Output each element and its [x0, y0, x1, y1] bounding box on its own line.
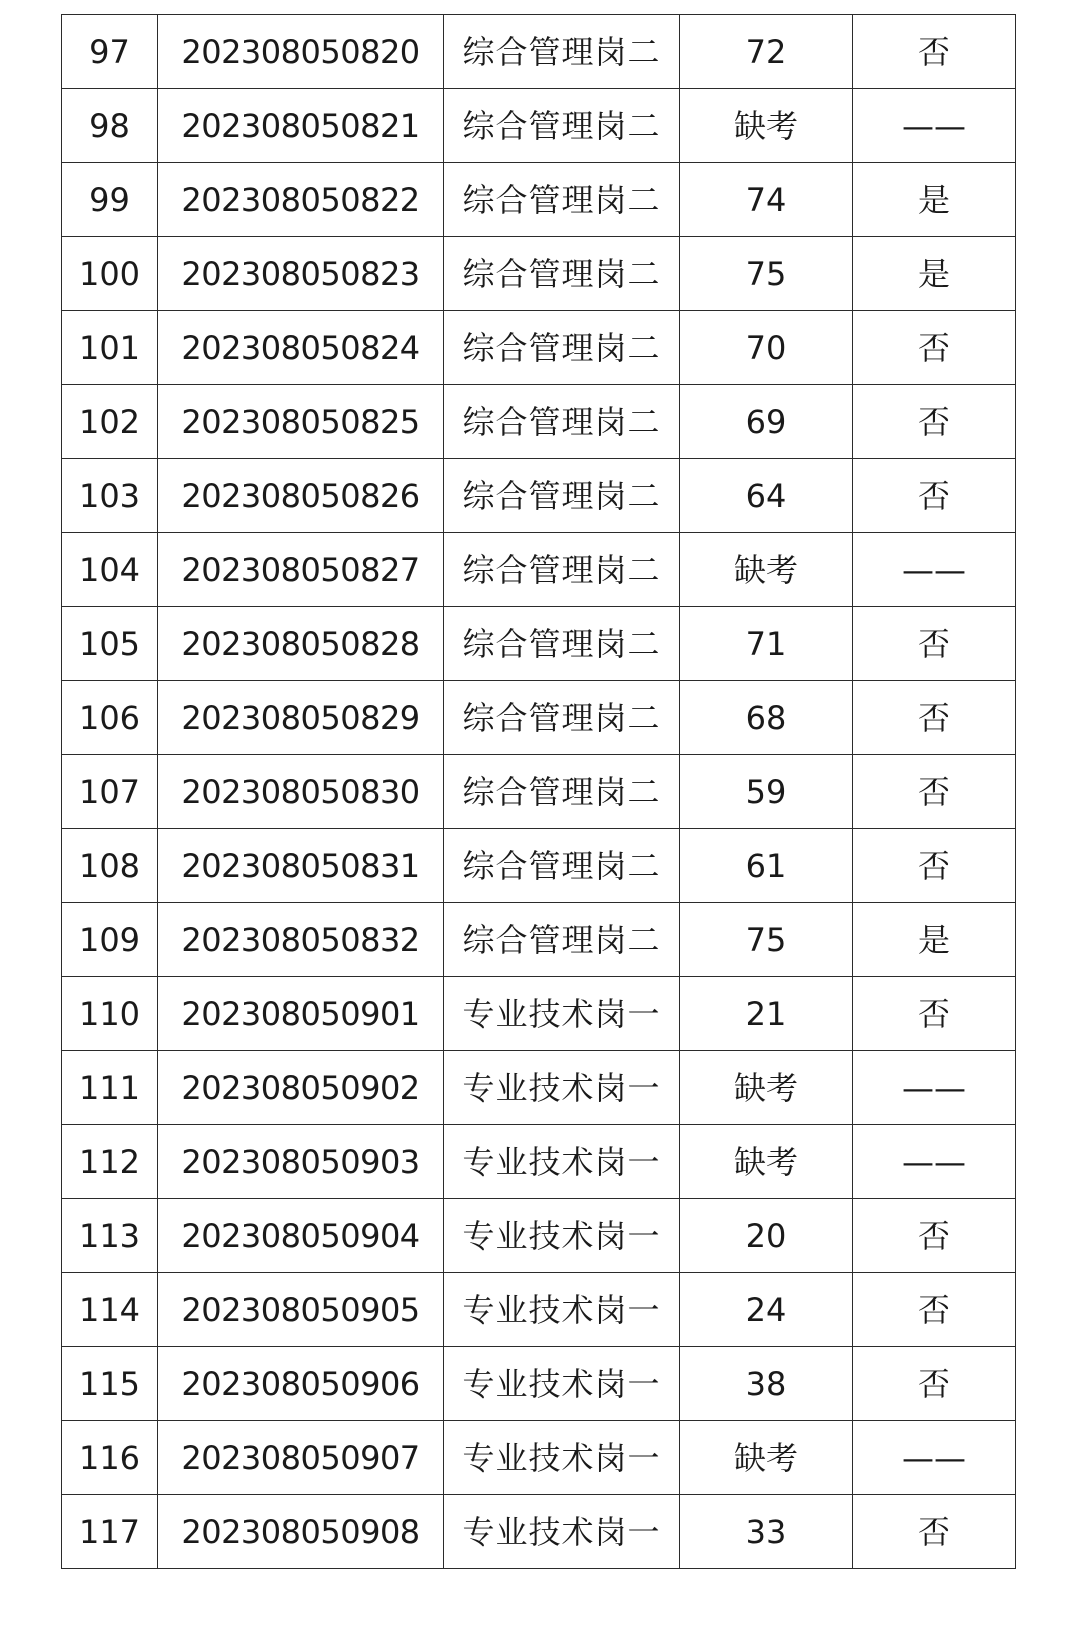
results-table-container — [61, 14, 1016, 1569]
row-index-cell: 99 — [62, 163, 158, 237]
exam-number-cell: 202308050820 — [158, 15, 444, 89]
exam-number-cell: 202308050901 — [158, 977, 444, 1051]
position-cell: 综合管理岗二 — [444, 681, 680, 755]
score-cell: 59 — [680, 755, 853, 829]
position-cell: 综合管理岗二 — [444, 311, 680, 385]
advance-status-cell: 是 — [853, 163, 1016, 237]
exam-number-cell: 202308050822 — [158, 163, 444, 237]
score-cell: 缺考 — [680, 1421, 853, 1495]
row-index-cell: 110 — [62, 977, 158, 1051]
score-cell: 61 — [680, 829, 853, 903]
table-row — [62, 903, 1016, 977]
row-index-cell: 113 — [62, 1199, 158, 1273]
score-cell: 72 — [680, 15, 853, 89]
table-row — [62, 1273, 1016, 1347]
row-index-cell: 97 — [62, 15, 158, 89]
row-index-cell: 106 — [62, 681, 158, 755]
position-cell: 专业技术岗一 — [444, 977, 680, 1051]
advance-status-cell: 否 — [853, 755, 1016, 829]
score-cell: 74 — [680, 163, 853, 237]
table-row — [62, 163, 1016, 237]
advance-status-cell: —— — [853, 1051, 1016, 1125]
results-table-body — [62, 15, 1016, 1569]
advance-status-cell: 否 — [853, 1199, 1016, 1273]
table-row — [62, 681, 1016, 755]
table-row — [62, 755, 1016, 829]
advance-status-cell: 否 — [853, 459, 1016, 533]
results-table — [61, 14, 1016, 1569]
exam-number-cell: 202308050902 — [158, 1051, 444, 1125]
row-index-cell: 115 — [62, 1347, 158, 1421]
advance-status-cell: 否 — [853, 1495, 1016, 1569]
score-cell: 缺考 — [680, 533, 853, 607]
row-index-cell: 114 — [62, 1273, 158, 1347]
advance-status-cell: 否 — [853, 977, 1016, 1051]
row-index-cell: 103 — [62, 459, 158, 533]
exam-number-cell: 202308050827 — [158, 533, 444, 607]
advance-status-cell: 否 — [853, 311, 1016, 385]
table-row — [62, 1199, 1016, 1273]
exam-number-cell: 202308050903 — [158, 1125, 444, 1199]
score-cell: 75 — [680, 903, 853, 977]
score-cell: 33 — [680, 1495, 853, 1569]
exam-number-cell: 202308050904 — [158, 1199, 444, 1273]
exam-number-cell: 202308050821 — [158, 89, 444, 163]
table-row — [62, 1051, 1016, 1125]
exam-number-cell: 202308050908 — [158, 1495, 444, 1569]
exam-number-cell: 202308050905 — [158, 1273, 444, 1347]
table-row — [62, 829, 1016, 903]
exam-number-cell: 202308050826 — [158, 459, 444, 533]
advance-status-cell: 否 — [853, 681, 1016, 755]
score-cell: 21 — [680, 977, 853, 1051]
advance-status-cell: 是 — [853, 903, 1016, 977]
score-cell: 64 — [680, 459, 853, 533]
table-row — [62, 1495, 1016, 1569]
row-index-cell: 111 — [62, 1051, 158, 1125]
score-cell: 71 — [680, 607, 853, 681]
score-cell: 缺考 — [680, 1125, 853, 1199]
position-cell: 专业技术岗一 — [444, 1495, 680, 1569]
position-cell: 综合管理岗二 — [444, 533, 680, 607]
table-row — [62, 311, 1016, 385]
position-cell: 综合管理岗二 — [444, 237, 680, 311]
table-row — [62, 15, 1016, 89]
table-row — [62, 385, 1016, 459]
table-row — [62, 977, 1016, 1051]
row-index-cell: 108 — [62, 829, 158, 903]
score-cell: 缺考 — [680, 89, 853, 163]
table-row — [62, 89, 1016, 163]
table-row — [62, 607, 1016, 681]
advance-status-cell: 否 — [853, 1273, 1016, 1347]
exam-number-cell: 202308050824 — [158, 311, 444, 385]
position-cell: 综合管理岗二 — [444, 607, 680, 681]
row-index-cell: 112 — [62, 1125, 158, 1199]
row-index-cell: 117 — [62, 1495, 158, 1569]
advance-status-cell: —— — [853, 1125, 1016, 1199]
advance-status-cell: 是 — [853, 237, 1016, 311]
advance-status-cell: —— — [853, 89, 1016, 163]
row-index-cell: 105 — [62, 607, 158, 681]
position-cell: 综合管理岗二 — [444, 459, 680, 533]
position-cell: 专业技术岗一 — [444, 1051, 680, 1125]
exam-number-cell: 202308050906 — [158, 1347, 444, 1421]
row-index-cell: 116 — [62, 1421, 158, 1495]
position-cell: 综合管理岗二 — [444, 755, 680, 829]
advance-status-cell: 否 — [853, 15, 1016, 89]
exam-number-cell: 202308050832 — [158, 903, 444, 977]
row-index-cell: 107 — [62, 755, 158, 829]
advance-status-cell: 否 — [853, 385, 1016, 459]
position-cell: 综合管理岗二 — [444, 15, 680, 89]
row-index-cell: 109 — [62, 903, 158, 977]
score-cell: 缺考 — [680, 1051, 853, 1125]
advance-status-cell: 否 — [853, 1347, 1016, 1421]
score-cell: 70 — [680, 311, 853, 385]
position-cell: 综合管理岗二 — [444, 89, 680, 163]
exam-number-cell: 202308050831 — [158, 829, 444, 903]
advance-status-cell: 否 — [853, 829, 1016, 903]
table-row — [62, 237, 1016, 311]
exam-number-cell: 202308050830 — [158, 755, 444, 829]
position-cell: 专业技术岗一 — [444, 1199, 680, 1273]
table-row — [62, 533, 1016, 607]
advance-status-cell: —— — [853, 1421, 1016, 1495]
advance-status-cell: —— — [853, 533, 1016, 607]
score-cell: 68 — [680, 681, 853, 755]
position-cell: 专业技术岗一 — [444, 1125, 680, 1199]
score-cell: 38 — [680, 1347, 853, 1421]
position-cell: 专业技术岗一 — [444, 1273, 680, 1347]
row-index-cell: 104 — [62, 533, 158, 607]
position-cell: 综合管理岗二 — [444, 903, 680, 977]
row-index-cell: 101 — [62, 311, 158, 385]
score-cell: 24 — [680, 1273, 853, 1347]
score-cell: 69 — [680, 385, 853, 459]
row-index-cell: 98 — [62, 89, 158, 163]
exam-number-cell: 202308050828 — [158, 607, 444, 681]
exam-number-cell: 202308050823 — [158, 237, 444, 311]
table-row — [62, 1421, 1016, 1495]
position-cell: 综合管理岗二 — [444, 829, 680, 903]
exam-number-cell: 202308050907 — [158, 1421, 444, 1495]
table-row — [62, 1125, 1016, 1199]
table-row — [62, 1347, 1016, 1421]
score-cell: 20 — [680, 1199, 853, 1273]
position-cell: 综合管理岗二 — [444, 385, 680, 459]
row-index-cell: 100 — [62, 237, 158, 311]
position-cell: 综合管理岗二 — [444, 163, 680, 237]
advance-status-cell: 否 — [853, 607, 1016, 681]
table-row — [62, 459, 1016, 533]
row-index-cell: 102 — [62, 385, 158, 459]
position-cell: 专业技术岗一 — [444, 1421, 680, 1495]
exam-number-cell: 202308050829 — [158, 681, 444, 755]
exam-number-cell: 202308050825 — [158, 385, 444, 459]
score-cell: 75 — [680, 237, 853, 311]
position-cell: 专业技术岗一 — [444, 1347, 680, 1421]
